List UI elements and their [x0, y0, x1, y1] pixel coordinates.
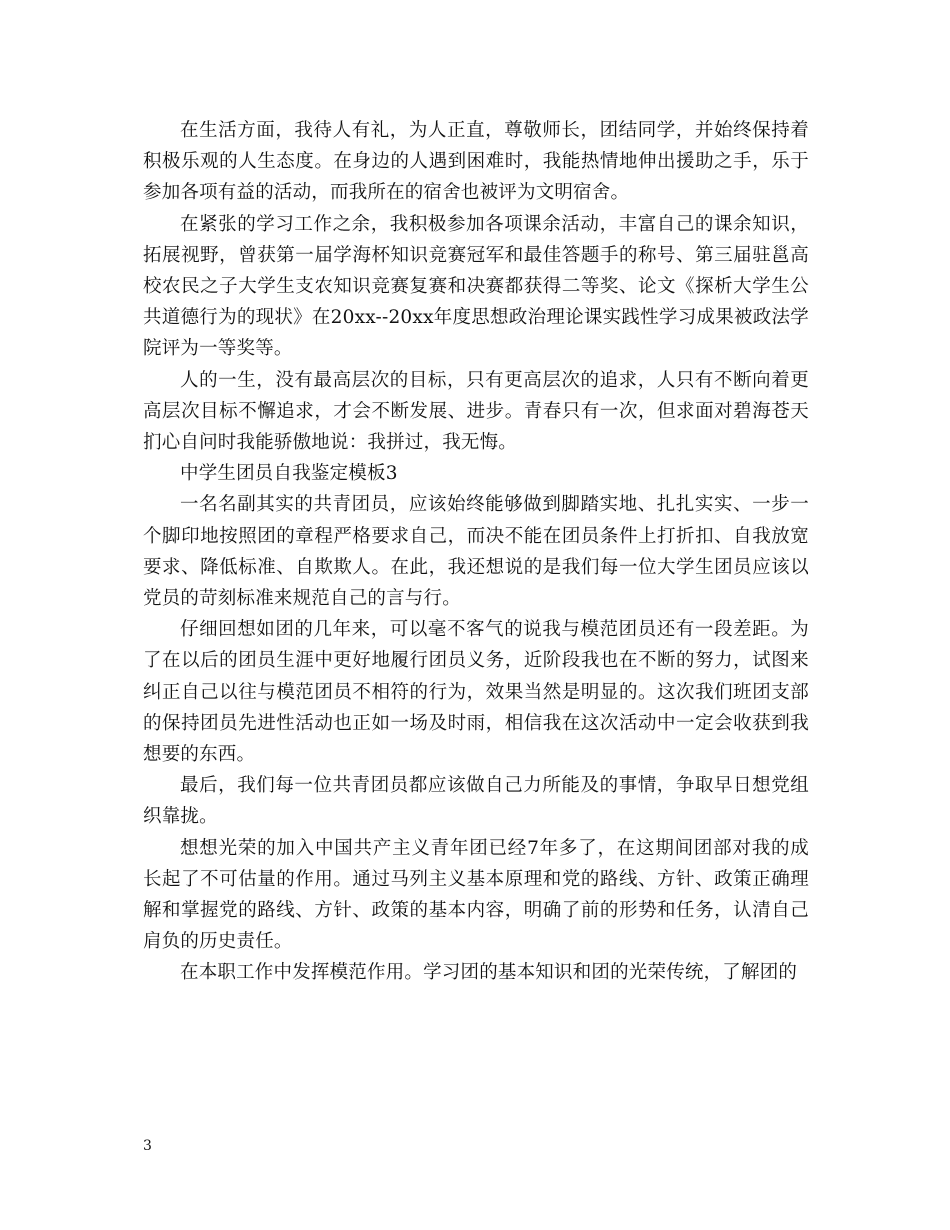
- paragraph-model-role: 在本职工作中发挥模范作用。学习团的基本知识和团的光荣传统，了解团的: [180, 962, 798, 984]
- section-heading: 中学生团员自我鉴定模板3: [180, 463, 398, 485]
- document-body: [143, 115, 809, 989]
- paragraph-conclusion: 最后，我们每一位共青团员都应该做自己力所能及的事情，争取早日想党组织靠拢。: [143, 775, 809, 828]
- paragraph-extracurricular: 在紧张的学习工作之余，我积极参加各项课余活动，丰富自己的课余知识，拓展视野，曾获第一届学海杯知识竞赛冠军和最佳答题手的称号、第三届驻邕高校农民之子大学生支农知识竞赛复赛和决赛都获得二等奖、论文《探析大学生公共道德行为的现状》在20xx--20xx年度思想政治理论课实践性学习成果被政法学院评为一等奖等。: [143, 213, 809, 360]
- paragraph-league-member: 一名名副其实的共青团员，应该始终能够做到脚踏实地、扎扎实实、一步一个脚印地按照团的章程严格要求自己，而决不能在团员条件上打折扣、自我放宽要求、降低标准、自欺欺人。在此，我还想说的是我们每一位大学生团员应该以党员的苛刻标准来规范自己的言与行。: [143, 494, 809, 610]
- page-number: 3: [143, 1138, 152, 1154]
- paragraph-life-goals: 人的一生，没有最高层次的目标，只有更高层次的追求，人只有不断向着更高层次目标不懈追求，才会不断发展、进步。青春只有一次，但求面对碧海苍天扪心自问时我能骄傲地说：我拼过，我无悔。: [143, 369, 809, 454]
- paragraph-seven-years: 想想光荣的加入中国共产主义青年团已经7年多了，在这期间团部对我的成长起了不可估量的作用。通过马列主义基本原理和党的路线、方针、政策正确理解和掌握党的路线、方针、政策的基本内容，明确了前的形势和任务，认清自己肩负的历史责任。: [143, 837, 809, 953]
- paragraph-life-attitude: 在生活方面，我待人有礼，为人正直，尊敬师长，团结同学，并始终保持着积极乐观的人生态度。在身边的人遇到困难时，我能热情地伸出援助之手，乐于参加各项有益的活动，而我所在的宿舍也被评为文明宿舍。: [143, 120, 809, 204]
- paragraph-reflection: 仔细回想如团的几年来，可以毫不客气的说我与模范团员还有一段差距。为了在以后的团员生涯中更好地履行团员义务，近阶段我也在不断的努力，试图来纠正自己以往与模范团员不相符的行为，效果当然是明显的。这次我们班团支部的保持团员先进性活动也正如一场及时雨，相信我在这次活动中一定会收获到我想要的东西。: [143, 619, 809, 766]
